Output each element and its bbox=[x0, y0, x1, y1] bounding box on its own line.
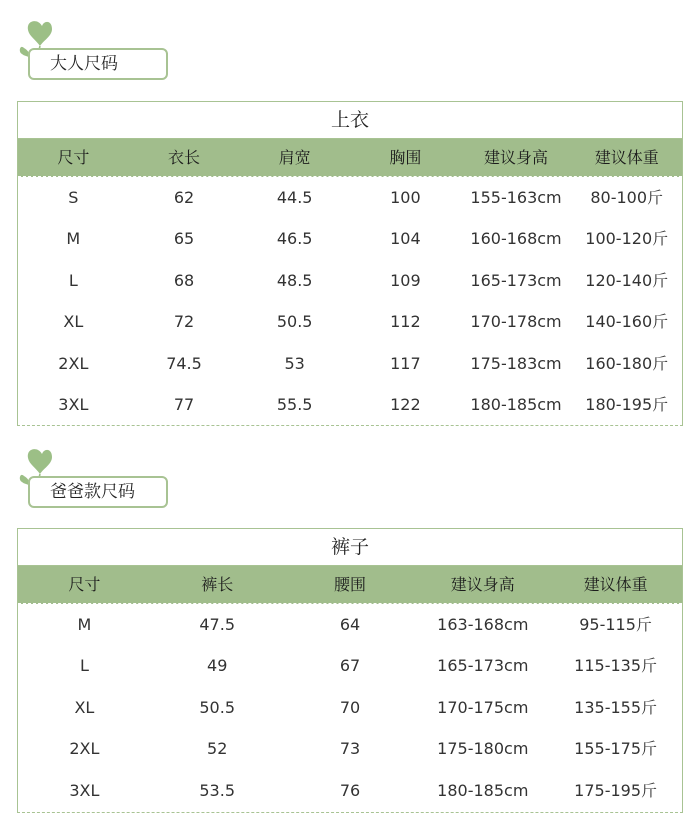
pants-size-table bbox=[17, 528, 683, 813]
table-row bbox=[18, 343, 682, 384]
table-cell: 135-155斤 bbox=[574, 697, 658, 717]
column-header: 建议身高 bbox=[450, 575, 515, 594]
table-cell: 70 bbox=[339, 697, 361, 717]
table-cell: 104 bbox=[390, 229, 421, 249]
table-cell: 49 bbox=[207, 656, 228, 676]
column-header: 尺寸 bbox=[68, 575, 101, 594]
table-cell: 115-135斤 bbox=[574, 656, 658, 676]
section-label-text: 爸爸款尺码 bbox=[28, 476, 168, 508]
column-header: 裤长 bbox=[201, 575, 234, 594]
top-size-table bbox=[17, 101, 683, 426]
table-cell: XL bbox=[63, 312, 84, 332]
table-row bbox=[18, 260, 682, 301]
table-title: 上衣 bbox=[18, 102, 682, 139]
table-cell: 3XL bbox=[69, 780, 100, 800]
table-cell: 175-183cm bbox=[470, 353, 562, 373]
table-cell: 67 bbox=[339, 656, 361, 676]
table-cell: 95-115斤 bbox=[579, 615, 652, 634]
table-cell: 80-100斤 bbox=[590, 188, 664, 207]
table-cell: XL bbox=[74, 697, 95, 717]
table-cell: 77 bbox=[173, 394, 195, 414]
table-cell: 65 bbox=[173, 229, 195, 249]
section-label-dad bbox=[18, 446, 168, 508]
table-cell: L bbox=[68, 270, 78, 290]
table-row bbox=[18, 728, 682, 769]
table-cell: 2XL bbox=[58, 353, 89, 373]
column-header: 衣长 bbox=[168, 148, 201, 167]
table-cell: 52 bbox=[207, 739, 228, 759]
table-cell: 163-168cm bbox=[437, 615, 529, 634]
table-row bbox=[18, 384, 682, 425]
table-cell: 53 bbox=[284, 353, 305, 373]
table-cell: M bbox=[77, 615, 92, 634]
table-cell: 55.5 bbox=[276, 394, 313, 414]
table-cell: S bbox=[68, 188, 79, 207]
table-cell: 170-178cm bbox=[470, 312, 562, 332]
table-cell: 180-185cm bbox=[437, 780, 529, 800]
table-row bbox=[18, 301, 682, 342]
section-label-adult bbox=[18, 18, 168, 80]
table-cell: 72 bbox=[173, 312, 195, 332]
table-cell: 175-180cm bbox=[437, 739, 529, 759]
table-cell: 64 bbox=[339, 615, 361, 634]
table-cell: 74.5 bbox=[166, 353, 202, 373]
column-header: 胸围 bbox=[389, 148, 422, 167]
table-cell: 117 bbox=[390, 353, 421, 373]
column-header: 建议身高 bbox=[484, 148, 549, 167]
column-header: 尺寸 bbox=[57, 148, 90, 167]
table-cell: 73 bbox=[339, 739, 361, 759]
table-cell: 175-195斤 bbox=[574, 780, 658, 800]
table-cell: 76 bbox=[339, 780, 361, 800]
table-cell: 112 bbox=[390, 312, 421, 332]
section-label-text: 大人尺码 bbox=[28, 48, 168, 80]
column-header: 肩宽 bbox=[278, 148, 311, 167]
table-cell: 155-163cm bbox=[470, 188, 562, 207]
column-header: 建议体重 bbox=[594, 148, 659, 167]
table-cell: L bbox=[79, 656, 89, 676]
table-row bbox=[18, 770, 682, 811]
table-cell: 160-180斤 bbox=[585, 353, 669, 373]
table-cell: 155-175斤 bbox=[574, 739, 658, 759]
table-cell: 62 bbox=[173, 188, 195, 207]
table-cell: 180-195斤 bbox=[585, 394, 669, 414]
table-cell: 50.5 bbox=[199, 697, 235, 717]
table-cell: 165-173cm bbox=[437, 656, 529, 676]
table-cell: 44.5 bbox=[276, 188, 313, 207]
table-cell: 140-160斤 bbox=[585, 312, 669, 332]
table-cell: 68 bbox=[173, 270, 195, 290]
table-cell: M bbox=[66, 229, 81, 249]
table-cell: 160-168cm bbox=[470, 229, 562, 249]
table-cell: 3XL bbox=[58, 394, 89, 414]
table-title: 裤子 bbox=[18, 529, 682, 566]
table-header-row bbox=[18, 139, 682, 177]
table-cell: 120-140斤 bbox=[585, 270, 669, 290]
table-row bbox=[18, 604, 682, 645]
table-cell: 165-173cm bbox=[470, 270, 562, 290]
table-row bbox=[18, 218, 682, 259]
table-cell: 180-185cm bbox=[470, 394, 562, 414]
table-cell: 100-120斤 bbox=[585, 229, 669, 249]
table-cell: 50.5 bbox=[276, 312, 313, 332]
table-cell: 53.5 bbox=[199, 780, 235, 800]
table-body bbox=[18, 604, 682, 815]
table-row bbox=[18, 687, 682, 728]
table-cell: 48.5 bbox=[276, 270, 313, 290]
table-cell: 47.5 bbox=[199, 615, 235, 634]
table-row bbox=[18, 645, 682, 686]
table-cell: 122 bbox=[390, 394, 421, 414]
table-cell: 170-175cm bbox=[437, 697, 529, 717]
column-header: 建议体重 bbox=[583, 575, 648, 594]
table-body bbox=[18, 177, 682, 429]
column-header: 腰围 bbox=[333, 575, 366, 594]
table-row bbox=[18, 177, 682, 218]
table-cell: 2XL bbox=[69, 739, 100, 759]
table-cell: 109 bbox=[390, 270, 421, 290]
table-cell: 46.5 bbox=[276, 229, 313, 249]
table-header-row bbox=[18, 566, 682, 604]
table-cell: 100 bbox=[390, 188, 421, 207]
